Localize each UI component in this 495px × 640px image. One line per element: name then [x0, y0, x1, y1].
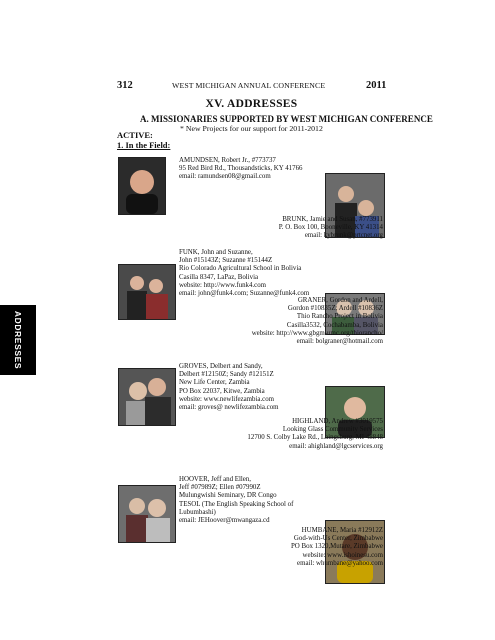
entry-hoover: [179, 476, 293, 525]
entry-graner: [252, 297, 383, 346]
entry-line: John #15143Z; Suzanne #15144Z: [179, 257, 273, 265]
location-label: 1. In the Field:: [117, 140, 171, 150]
entry-line: website: http://www.gbgm-umc.org/thiorancho/: [251, 329, 383, 337]
entry-line: website: www.ishoinesu.com: [302, 551, 383, 559]
photo-amundsen: [118, 157, 166, 215]
entry-funk: [179, 249, 309, 298]
entry-line: Lubumbashi): [179, 508, 216, 516]
entry-line: HIGHLAND, Andrew #3019575: [292, 418, 383, 425]
entry-amundsen: [179, 157, 302, 182]
entry-line: AMUNDSEN, Robert Jr., #773737: [179, 157, 276, 164]
photo-groves: [118, 368, 176, 426]
photo-funk: [118, 264, 176, 320]
entry-line: email: john@funk4.com; Suzanne@funk4.com: [179, 290, 310, 298]
entry-line: PO Box 22037, Kitwe, Zambia: [179, 387, 265, 395]
page-year: 2011: [366, 80, 387, 91]
entry-line: Casilla3532, Cochabamba, Bolivia: [286, 321, 383, 329]
entry-line: FUNK, John and Suzanne,: [179, 249, 253, 256]
entry-line: website: http://www.funk4.com: [179, 281, 267, 289]
entry-line: Delbert #12150Z; Sandy #12151Z: [179, 371, 274, 379]
running-title: WEST MICHIGAN ANNUAL CONFERENCE: [172, 81, 326, 90]
entry-line: New Life Center, Zambia: [179, 379, 250, 387]
entry-line: HUMBANE, Maria #12912Z: [301, 527, 383, 534]
entry-line: email: groves@ newlifezambia.com: [179, 404, 279, 412]
entry-brunk: [279, 216, 383, 241]
entry-line: Gordon #10835Z; Ardell #10836Z: [287, 305, 383, 313]
entry-line: Mulungwishi Seminary, DR Congo: [179, 492, 277, 500]
entry-line: email: ramundsen08@gmail.com: [179, 173, 271, 181]
entry-line: God-with-Us Center, Zimbabwe: [293, 535, 383, 543]
page-number: 312: [117, 80, 133, 91]
section-title: XV. ADDRESSES: [205, 98, 298, 110]
photo-hoover: [118, 485, 176, 543]
entry-line: BRUNK, Jamie and Susan, #773911: [282, 216, 383, 223]
entry-groves: [179, 363, 279, 412]
section-subtitle: A. MISSIONARIES SUPPORTED BY WEST MICHIGAN CONFERENCE: [140, 114, 433, 124]
entry-line: email: ahighland@lgcservices.org: [289, 442, 383, 450]
side-tab: [0, 305, 36, 375]
entry-line: GROVES, Delbert and Sandy,: [179, 363, 263, 370]
entry-line: P. O. Box 100, Booneville, KY 41314: [278, 224, 383, 232]
entry-line: Thio Rancho Project in Bolivia: [296, 313, 383, 321]
entry-line: 95 Red Bird Rd., Thousandsticks, KY 41766: [179, 165, 303, 173]
entry-humbane: [291, 527, 383, 568]
entry-line: website: www.newlifezambia.com: [179, 395, 275, 403]
entry-line: TESOL (The English Speaking School of: [179, 500, 294, 508]
entry-line: Casilla 8347, LaPaz, Bolivia: [179, 273, 259, 281]
entry-line: GRANER, Gordon and Ardell,: [297, 297, 383, 304]
entry-line: email: whumbane@yahoo.com: [297, 559, 383, 567]
entry-line: PO Box 1320,Mutare, Zimbabwe: [290, 543, 383, 551]
entry-line: Looking Glass Community Services: [282, 426, 383, 434]
entry-line: Jeff #07989Z; Ellen #07990Z: [179, 484, 261, 492]
entry-line: 12700 S. Colby Lake Rd., Laingsburg, MI 48848: [247, 434, 383, 442]
side-tab-label: ADDRESSES: [13, 310, 23, 370]
new-projects-note: * New Projects for our support for 2011-2012: [180, 124, 323, 133]
entry-line: email: bolgraner@hotmail.com: [296, 338, 383, 346]
entry-line: Rio Colorado Agricultural School in Bolivia: [179, 265, 302, 273]
entry-highland: [247, 418, 383, 451]
entry-line: HOOVER, Jeff and Ellen,: [179, 476, 252, 483]
entry-line: email: kybrunk@prtcnet.org: [304, 232, 383, 240]
status-label: ACTIVE:: [117, 130, 153, 140]
entry-line: email: JEHoover@mwangaza.cd: [179, 517, 270, 525]
